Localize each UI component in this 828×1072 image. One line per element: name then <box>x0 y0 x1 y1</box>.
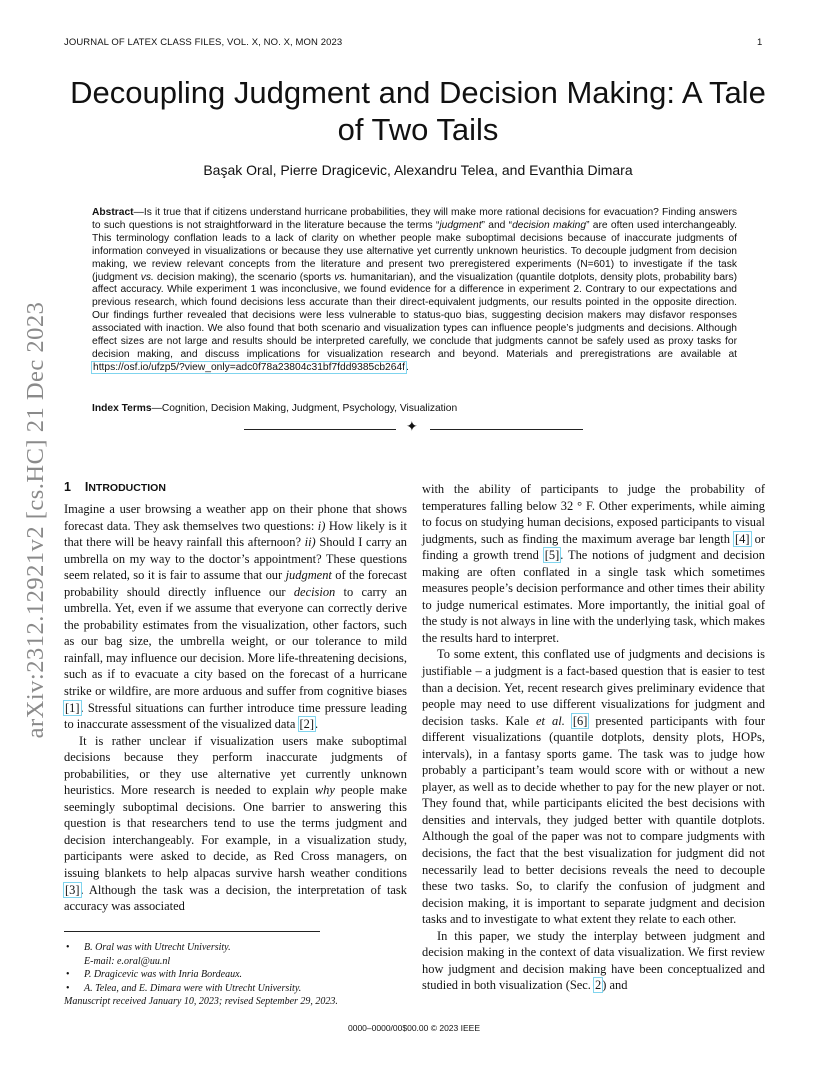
index-terms <box>92 403 737 414</box>
citation-link[interactable]: [2] <box>299 717 315 732</box>
footnote-text: P. Dragicevic was with Inria Bordeaux. <box>84 969 243 980</box>
text: decision <box>293 584 336 599</box>
text: et al. <box>536 713 565 728</box>
section-title-rest: NTRODUCTION <box>88 482 166 494</box>
text: why <box>314 783 335 798</box>
right-column <box>422 481 765 994</box>
abstract-text: decision making), the scenario (sports <box>153 271 335 283</box>
abstract-text: humanitarian), and the visualization (quantile dotplots, density plots, probability bars) affect accuracy. While experiment 1 was inconclusive, we found evidence for a difference in experiment 2. Contrary to our expectations and previous research, which found decisions less accurate than their direct-equivalent judgments, our results pointed in the opposite direction. Our findings further revealed that decisions were less vulnerable to status-quo bias, suggesting decision makers may disfavor responses associated with inaction. We also found that both scenario and visualization types can influence people’s judgments and decisions. Although effect sizes are not large and results should be interpreted carefully, we conclude that judgments cannot be safely used as proxy tasks for decision making, and discuss implications for visualization research and beyond. Materials and preregistrations are available at <box>92 271 737 360</box>
section-heading <box>64 480 166 494</box>
citation-link[interactable]: [6] <box>572 713 588 728</box>
paragraph <box>422 646 765 927</box>
text: . The notions of judgment and decision making are often conflated in a single task which sometimes measures people’s decision performance and other times their ability to judge numerical estimates. More importantly, the initial goal of the study is not always in line with the underlying task, which makes the results hard to interpret. <box>422 548 766 645</box>
page-number: 1 <box>757 37 763 48</box>
abstract-text: —Is it true that if citizens understand hurricane probabilities, they will make more rational decisions for evacuation? Finding answers to such questions is not straightforward in the literature because the terms “ <box>92 207 737 231</box>
text: . Although the task was a decision, the interpretation of task accuracy was associated <box>64 882 407 914</box>
text: . <box>315 717 319 732</box>
paragraph <box>64 501 407 733</box>
abstract-vs: vs. <box>140 271 154 283</box>
abstract-text: ” are often used interchangeably. This terminology conflation leads to a lack of clarity on whether people make suboptimal decisions because of inaccurate judgments of information conveyed in visualizations or because they use alternative yet currently unknown heuristics. To decouple judgment from decision making, we review relevant concepts from the literature and present two preregistered experiments (N=601) to investigate if the task (judgment <box>92 219 738 283</box>
text: Imagine a user browsing a weather app on their phone that shows forecast data. They ask themselves two questions: <box>64 502 407 533</box>
text: people make seemingly suboptimal decisions. One barrier to answering this question is that researchers tend to use the terms judgment and decision interchangeably. For example, in a visualization study, participants were asked to decide, as Red Cross managers, on issuing blankets to help alpacas survive harsh weather conditions <box>64 783 407 881</box>
section-ref-link[interactable]: 2 <box>595 978 602 993</box>
bullet-icon: • <box>66 942 70 953</box>
text: to carry an umbrella. Yet, even if we assume that everyone can correctly derive the probability estimates from the visualization, other factors, such as our bag size, the umbrella weight, or our tolerance to mild rainfall, may influence our decision. More life-threatening decisions, such as if to evacuate a city based on the forecast of a hurricane strike or wildfire, are more arduous and suffer from cognitive biases <box>64 584 407 699</box>
paragraph <box>64 733 407 915</box>
divider-rule-right <box>430 429 583 430</box>
affiliation-footnotes <box>64 941 407 995</box>
abstract-term-decision-making: decision making <box>512 219 587 231</box>
paper-title: Decoupling Judgment and Decision Making: A Tale of Two Tails <box>70 75 766 147</box>
bullet-icon: • <box>66 982 70 994</box>
osf-materials-link[interactable]: https://osf.io/ufzp5/?view_only=adc0f78a23804c31bf7fdd9385cb264f <box>93 361 406 373</box>
index-terms-label: Index Terms <box>92 403 152 414</box>
author-list: Başak Oral, Pierre Dragicevic, Alexandru Telea, and Evanthia Dimara <box>203 162 633 178</box>
paragraph <box>422 928 765 994</box>
citation-link[interactable]: [1] <box>65 700 80 715</box>
text: ii) <box>304 535 316 550</box>
footnote-item <box>64 968 407 982</box>
abstract-text: . <box>406 361 409 373</box>
citation-link[interactable]: [4] <box>735 531 750 546</box>
abstract-label: Abstract <box>92 207 134 218</box>
text: How likely is it that there will be heavy rainfall this afternoon? <box>64 518 407 550</box>
abstract-vs: vs. <box>334 271 348 283</box>
text: of the forecast probability should directly influence our <box>64 568 407 599</box>
footnote-text: A. Telea, and E. Dimara were with Utrecht University. <box>84 982 302 994</box>
footnote-rule <box>64 931 320 932</box>
abstract-term-judgment: judgment <box>439 219 482 231</box>
abstract <box>92 207 737 375</box>
bullet-icon: • <box>66 969 70 980</box>
citation-link[interactable]: [5] <box>544 548 560 563</box>
text: . Stressful situations can further introduce time pressure leading to inaccurate assessment of the visualized data <box>64 700 407 732</box>
running-head: JOURNAL OF LATEX CLASS FILES, VOL. X, NO. X, MON 2023 <box>64 37 343 48</box>
copyright-line: 0000–0000/00$00.00 © 2023 IEEE <box>348 1023 480 1033</box>
index-terms-text: —Cognition, Decision Making, Judgment, Psychology, Visualization <box>151 403 458 414</box>
divider-rule-left <box>244 429 396 430</box>
footnote-item <box>64 941 407 968</box>
text: Should I carry an umbrella on my way to the doctor’s appointment? These questions seem related, so it is fair to assume that our <box>64 535 407 583</box>
footnote-item <box>64 982 407 996</box>
arxiv-stamp-text: arXiv:2312.12921v2 [cs.HC] 21 Dec 2023 <box>22 301 49 739</box>
paragraph <box>422 481 765 646</box>
section-number: 1 <box>64 480 71 494</box>
text: judgment <box>285 568 332 583</box>
text: with the ability of participants to judge the probability of temperatures falling below 32 ° F. Other experiments, while aiming to focus on studying human decisions, exposed participants to visual judgments, such as finding the maximum average bar length <box>422 482 765 546</box>
left-column <box>64 501 407 915</box>
citation-link[interactable]: [3] <box>65 882 80 897</box>
text: In this paper, we study the interplay between judgment and decision making in the context of data visualization. We first review how judgment and decision making have been conceptualized and studied in both visualization (Sec. <box>422 928 765 993</box>
text: ) and <box>602 978 628 993</box>
diamond-ornament-icon: ✦ <box>406 420 418 435</box>
text: presented participants with four different visualizations (quantile dotplots, density plots, HOPs, intervals), in a fantasy sports game. The task was to judge how probably a participant’s team would score with or without a new player, as well as to decide whether to pay for the new player or not. They found that, while participants elicited the best decisions with densities and intervals, they judged better with quantile dotplots. Although the goal of the paper was not to compare judgments with decisions, the fact that the best visualization for judgment did not necessarily lead to better decisions reveals the need to decouple these two tasks. So, to clarify the confusion of judgment and decision making, it is important to separate judgment and decision tasks and to investigate to what extent they relate to each other. <box>422 713 765 927</box>
text: It is rather unclear if visualization users make suboptimal decisions because they perform inaccurate judgments of probabilities, or they use alternative yet currently unknown heuristics. More research is needed to explain <box>64 733 407 798</box>
text: or finding a growth trend <box>422 531 765 563</box>
section-title-initial: I <box>84 480 89 494</box>
text: i) <box>317 518 326 533</box>
text: To some extent, this conflated use of judgments and decisions is justifiable – a judgment is a fact-based question that is easier to test than a decision. Yet, recent research gives preliminary evidence that people may need to use different visualizations for judgment and decision tasks. Kale <box>422 647 765 728</box>
abstract-text: ” and “ <box>481 219 513 231</box>
footnote-text: B. Oral was with Utrecht University. <box>84 942 231 953</box>
footnote-email: E-mail: e.oral@uu.nl <box>84 955 171 967</box>
manuscript-note: Manuscript received January 10, 2023; revised September 29, 2023. <box>64 996 338 1007</box>
